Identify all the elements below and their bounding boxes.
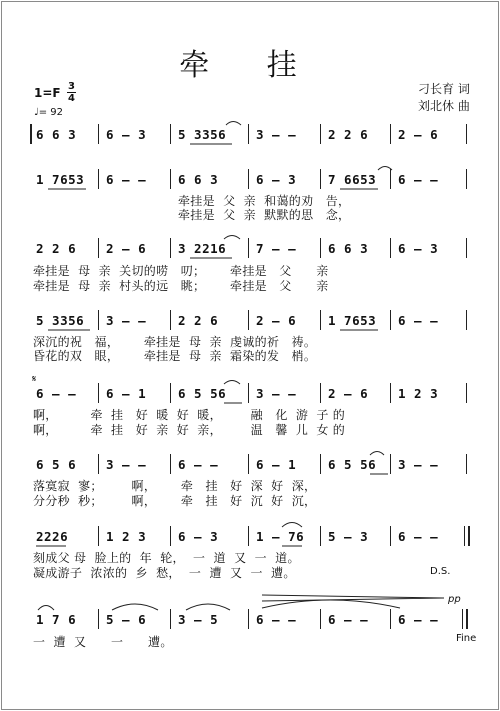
slur-mark [282, 523, 302, 528]
dal-segno-mark: D.S. [430, 566, 451, 577]
measure: 3 – – [398, 457, 439, 472]
lyric-line: 深沉的祝 福， 牵挂是 母 亲 虔诚的祈 祷。 [33, 335, 317, 349]
slur-mark [378, 167, 392, 171]
slur-mark [112, 604, 158, 610]
measure: 6 6 3 [178, 172, 219, 187]
lyric-line: 牵挂是 父 亲 默默的思 念， [178, 208, 351, 222]
measure: 2226 [36, 529, 69, 544]
measure: 7 6653 [328, 172, 377, 187]
measure: 6 – – [398, 529, 439, 544]
measure: 6 – – [398, 172, 439, 187]
lyric-line: 分分秒 秒； 啊， 牵 挂 好 沉 好 沉， [33, 494, 317, 508]
measure: 6 – – [398, 313, 439, 328]
measure: 1 2 3 [398, 386, 439, 401]
time-signature-top: 3 [68, 81, 75, 92]
time-signature-bottom: 4 [68, 93, 75, 104]
measure: 6 5 6 [36, 457, 77, 472]
measure: 6 – 3 [398, 241, 439, 256]
slur-mark [38, 606, 54, 611]
measure: 6 – 1 [256, 457, 297, 472]
measure: 3 – – [106, 457, 147, 472]
tie-mark [262, 600, 400, 608]
measure: 2 2 6 [328, 127, 369, 142]
measure: 3 – – [256, 127, 297, 142]
slur-mark [224, 236, 240, 240]
lyric-line: 一 遭 又 一 遭。 [33, 635, 173, 649]
measure: 6 – – [178, 457, 219, 472]
measure: 6 5 56 [178, 386, 227, 401]
slur-mark [224, 381, 240, 385]
measure: 5 – 6 [106, 612, 147, 627]
measure: 1 2 3 [106, 529, 147, 544]
measure: 3 – 5 [178, 612, 219, 627]
lyric-line: 啊， 牵 挂 好 亲 好 亲， 温 馨 儿 女 的 [33, 423, 346, 437]
decrescendo-mark [262, 595, 444, 601]
lyric-line: 牵挂是 父 亲 和蔼的劝 告， [178, 194, 351, 208]
measure: 2 2 6 [36, 241, 77, 256]
slur-mark [370, 452, 384, 456]
measure: 5 3356 [178, 127, 227, 142]
lyric-line: 啊， 牵 挂 好 暖 好 暖， 融 化 游 子 的 [33, 408, 346, 422]
dynamic-mark: pp [448, 594, 461, 605]
measure: 6 – 1 [106, 386, 147, 401]
measure: 3 – – [106, 313, 147, 328]
measure: 6 6 3 [328, 241, 369, 256]
measure: 2 – 6 [106, 241, 147, 256]
measure: 6 – 3 [178, 529, 219, 544]
measure: 1 7653 [36, 172, 85, 187]
lyric-line: 昏花的双 眼， 牵挂是 母 亲 霜染的发 梢。 [33, 349, 317, 363]
lyric-line: 牵挂是 母 亲 关切的唠 叨； 牵挂是 父 亲 [33, 264, 329, 278]
measure: 5 3356 [36, 313, 85, 328]
measure: 6 6 3 [36, 127, 77, 142]
measure: 3 2216 [178, 241, 227, 256]
measure: 2 – 6 [256, 313, 297, 328]
lyricist-credit: 刁长育 词 [418, 82, 470, 96]
measure: 1 7653 [328, 313, 377, 328]
measure: 6 – – [106, 172, 147, 187]
key-signature: 1=F [34, 86, 61, 100]
composer-credit: 刘北休 曲 [418, 99, 470, 113]
measure: 6 5 56 [328, 457, 377, 472]
lyric-line: 落寞寂 寥； 啊， 牵 挂 好 深 好 深， [33, 479, 317, 493]
measure: 6 – – [328, 612, 369, 627]
measure: 7 – – [256, 241, 297, 256]
slur-mark [226, 122, 241, 126]
measure: 6 – – [36, 386, 77, 401]
measure: 2 – 6 [398, 127, 439, 142]
measure: 2 – 6 [328, 386, 369, 401]
lyric-line: 牵挂是 母 亲 村头的远 眺； 牵挂是 父 亲 [33, 279, 329, 293]
lyric-line: 凝成游子 浓浓的 乡 愁， 一 遭 又 一 遭。 [33, 566, 296, 580]
measure: 6 – 3 [106, 127, 147, 142]
measure: 3 – – [256, 386, 297, 401]
fine-mark: Fine [456, 633, 477, 644]
song-title: 牵 挂 [179, 48, 321, 83]
measure: 5 – 3 [328, 529, 369, 544]
slur-mark [186, 604, 230, 610]
measure: 2 2 6 [178, 313, 219, 328]
tempo-mark: ♩= 92 [34, 107, 63, 118]
measure: 6 – – [398, 612, 439, 627]
measure: 6 – – [256, 612, 297, 627]
segno-mark: 𝄋 [32, 374, 37, 385]
measure: 6 – 3 [256, 172, 297, 187]
lyric-line: 刻成父 母 脸上的 年 轮， 一 道 又 一 道。 [33, 551, 300, 565]
measure: 1 – 76 [256, 529, 305, 544]
measure: 1 7 6 [36, 612, 77, 627]
